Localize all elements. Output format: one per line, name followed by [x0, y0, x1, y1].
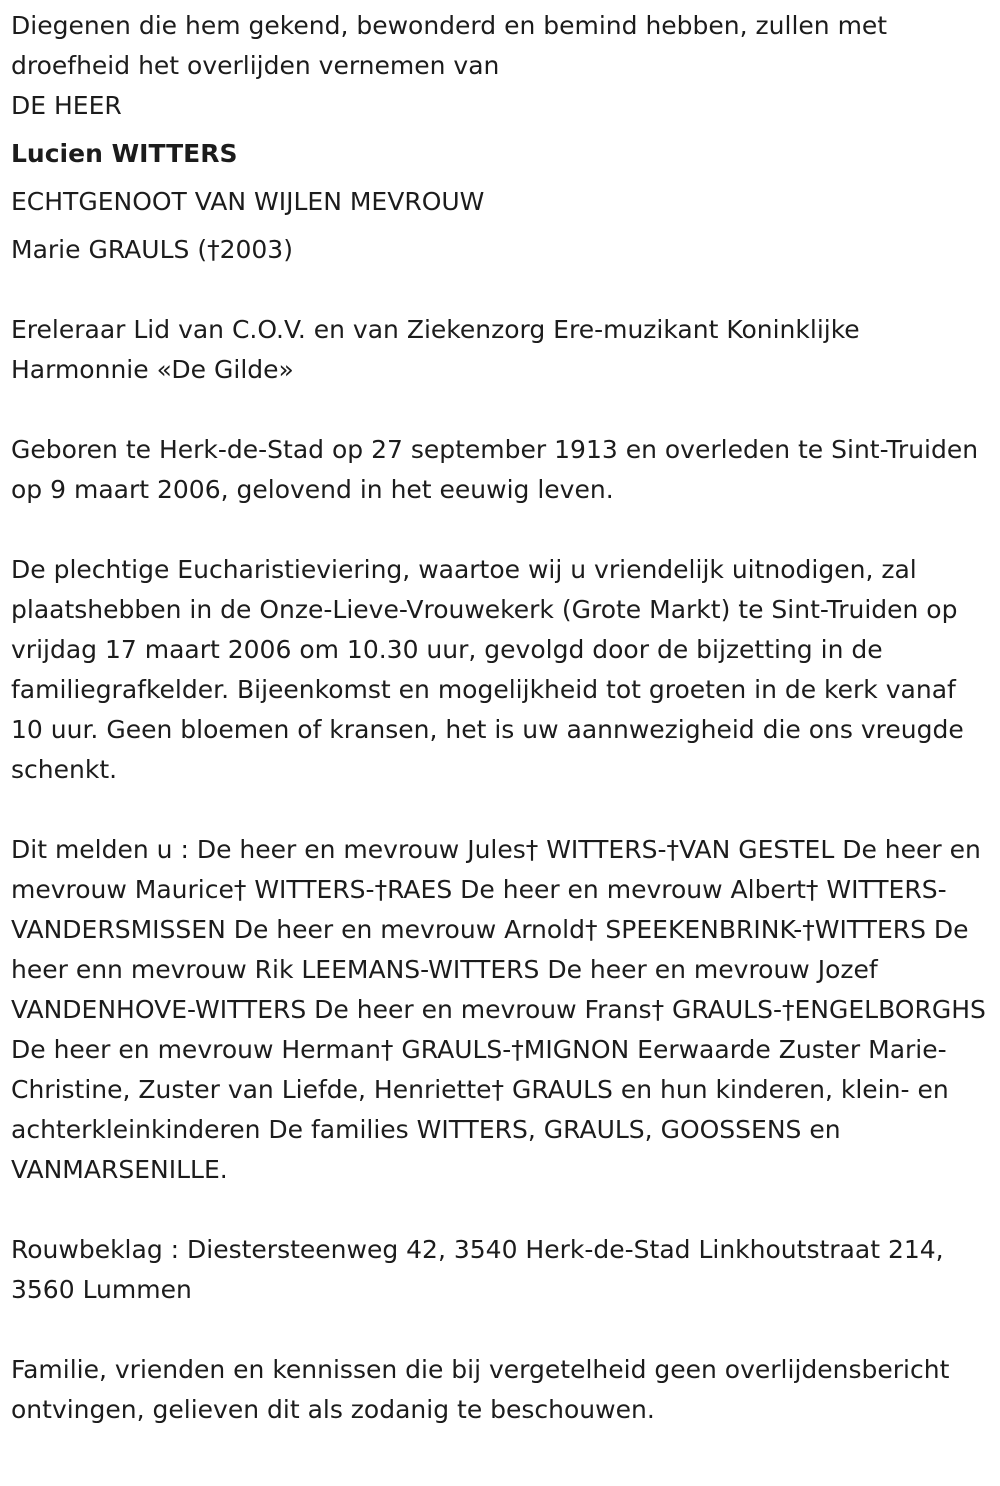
birth-death-text: Geboren te Herk-de-Stad op 27 september 1913 en overleden te Sint-Truiden op 9 maart 2006, gelovend in het eeuwig leven.: [11, 435, 979, 504]
ceremony-text: De plechtige Eucharistieviering, waartoe wij u vriendelijk uitnodigen, zal plaatshebben in de Onze-Lieve-Vrouwekerk (Grote Markt) te Sint-Truiden op vrijdag 17 maart 2006 om 10.30 uur, gevolgd door de bijzetting in de familiegrafkelder. Bijeenkomst en mogelijkheid tot groeten in de kerk vanaf 10 uur. Geen bloemen of kransen, het is uw aannwezigheid die ons vreugde schenkt.: [11, 555, 964, 784]
condolence-address: Rouwbeklag : Diestersteenweg 42, 3540 Herk-de-Stad Linkhoutstraat 214, 3560 Lummen: [11, 1235, 944, 1304]
salutation: DE HEER: [11, 91, 122, 120]
closing-text: Familie, vrienden en kennissen die bij vergetelheid geen overlijdensbericht ontvingen, gelieven dit als zodanig te beschouwen.: [11, 1355, 950, 1424]
family-text: Dit melden u : De heer en mevrouw Jules† WITTERS-†VAN GESTEL De heer en mevrouw Maurice† WITTERS-†RAES De heer en mevrouw Albert† WITTERS-VANDERSMISSEN De heer en mevrouw Arnold† SPEEKENBRINK-†WITTERS De heer enn mevrouw Rik LEEMANS-WITTERS De heer en mevrouw Jozef VANDENHOVE-WITTERS De heer en mevrouw Frans† GRAULS-†ENGELBORGHS De heer en mevrouw Herman† GRAULS-†MIGNON Eerwaarde Zuster Marie-Christine, Zuster van Liefde, Henriette† GRAULS en hun kinderen, klein- en achterkleinkinderen De families WITTERS, GRAULS, GOOSSENS en VANMARSENILLE.: [11, 835, 986, 1184]
honors-text: Ereleraar Lid van C.O.V. en van Ziekenzorg Ere-muzikant Koninklijke Harmonnie «De Gilde»: [11, 315, 860, 384]
spouse-line: ECHTGENOOT VAN WIJLEN MEVROUW: [11, 187, 485, 216]
deceased-name: Lucien WITTERS: [11, 139, 238, 168]
spouse-name: Marie GRAULS (†2003): [11, 235, 293, 264]
intro-text: Diegenen die hem gekend, bewonderd en bemind hebben, zullen met droefheid het overlijden vernemen van: [11, 11, 888, 80]
